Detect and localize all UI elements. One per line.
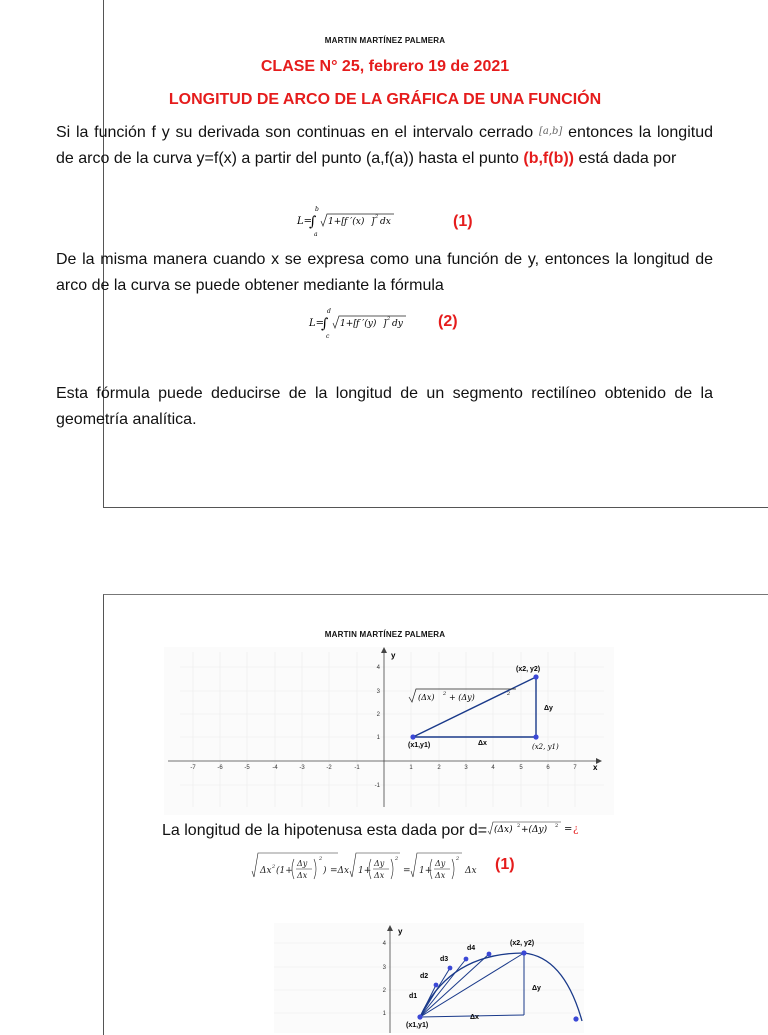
paragraph-y-formula: De la misma manera cuando x se expresa como una función de y, entonces la longitud de arco de la curva se puede obtener mediante la fórmula — [56, 251, 713, 294]
para-text: Si la función f y su derivada son continuas en el intervalo cerrado — [56, 124, 534, 141]
svg-text:Δx: Δx — [435, 871, 446, 880]
svg-text:dx: dx — [380, 217, 391, 227]
svg-text:2: 2 — [456, 856, 460, 862]
document-page-1 — [56, 0, 768, 508]
equation-number-1: (1) — [453, 213, 473, 230]
hypotenuse-graph — [164, 647, 614, 815]
hypotenuse-sentence — [162, 819, 587, 840]
svg-text:2: 2 — [319, 856, 323, 862]
svg-text:+(Δy): +(Δy) — [521, 825, 548, 835]
x-tick: 1 — [409, 765, 413, 771]
svg-text:]: ] — [371, 217, 375, 227]
point-x1y1 — [410, 734, 415, 739]
y-tick: 2 — [382, 988, 386, 994]
x-tick: -3 — [299, 765, 305, 771]
x-axis-label: x — [593, 763, 598, 772]
para-text: entonces la longitud de arco de la curva y=f(x) a partir del punto (a,f(a)) hasta el punto — [56, 124, 713, 167]
y-axis-label: y — [391, 651, 396, 660]
svg-text:=: = — [564, 824, 573, 835]
x-tick: 4 — [491, 765, 495, 771]
x-tick: 5 — [519, 765, 523, 771]
d2-label: d2 — [420, 973, 429, 980]
label-x1y1: (x1,y1) — [408, 742, 431, 749]
hypotenuse-text: La longitud de la hipotenusa esta dada por d= — [162, 822, 488, 839]
author-header: MARTIN MARTÍNEZ PALMERA — [324, 630, 446, 639]
y-tick: 4 — [382, 941, 386, 947]
x-tick: 3 — [464, 765, 468, 771]
arc-length-formula-x — [294, 202, 444, 238]
svg-text:f ′(x): f ′(x) — [344, 217, 365, 227]
svg-text:=: = — [403, 866, 411, 876]
simplification-formula — [250, 849, 500, 887]
svg-text:2: 2 — [507, 691, 511, 697]
svg-text:2: 2 — [375, 214, 379, 220]
x-tick: -1 — [354, 765, 360, 771]
d3-label: d3 — [440, 956, 449, 963]
svg-text:2: 2 — [272, 864, 276, 870]
svg-text:Δy: Δy — [297, 859, 308, 868]
svg-text:d: d — [327, 308, 331, 315]
paragraph-intro — [56, 119, 713, 172]
svg-text:∫: ∫ — [321, 316, 329, 332]
y-tick: -1 — [374, 783, 380, 789]
svg-text:¿: ¿ — [573, 824, 579, 835]
svg-text:1+: 1+ — [358, 866, 372, 876]
section-title: LONGITUD DE ARCO DE LA GRÁFICA DE UNA FUNCIÓN — [168, 91, 602, 108]
svg-text:): ) — [323, 866, 327, 876]
svg-text:2: 2 — [387, 316, 391, 322]
y-tick: 3 — [382, 965, 386, 971]
paragraph-derivation: Esta fórmula puede deducirse de la longitud de un segmento rectilíneo obtenido de la geometría analítica. — [56, 385, 713, 428]
svg-text:2: 2 — [395, 856, 399, 862]
x-tick: -5 — [244, 765, 250, 771]
interval-ab: [a,b] — [538, 126, 563, 137]
svg-text:(Δx): (Δx) — [494, 825, 513, 835]
hypotenuse-formula — [487, 819, 587, 837]
x-tick: 7 — [573, 765, 577, 771]
svg-text:Δy: Δy — [435, 859, 446, 868]
label-x1y1: (x1,y1) — [406, 1022, 429, 1029]
point-bfb: (b,f(b)) — [523, 150, 574, 167]
svg-text:1+: 1+ — [419, 866, 433, 876]
svg-text:(Δx): (Δx) — [418, 693, 435, 702]
svg-text:=Δx: =Δx — [330, 866, 350, 876]
x-tick: -6 — [217, 765, 223, 771]
svg-text:Δx: Δx — [297, 871, 308, 880]
equation-number-2: (2) — [438, 313, 458, 330]
arc-segments-graph — [274, 923, 584, 1033]
svg-text:1+[: 1+[ — [328, 217, 345, 227]
svg-text:L=: L= — [309, 318, 325, 329]
author-header: MARTIN MARTÍNEZ PALMERA — [324, 36, 446, 45]
svg-text:L=: L= — [297, 216, 313, 227]
svg-text:dy: dy — [392, 319, 403, 329]
arc-length-formula-y — [306, 304, 456, 340]
svg-text:∫: ∫ — [309, 214, 317, 230]
svg-text:Δy: Δy — [374, 859, 385, 868]
y-tick: 1 — [382, 1011, 386, 1017]
delta-x-label: Δx — [470, 1014, 479, 1021]
svg-text:2: 2 — [443, 691, 447, 697]
x-tick: -7 — [190, 765, 196, 771]
point-x2y1 — [533, 734, 538, 739]
y-tick: 4 — [376, 665, 380, 671]
x-tick: 6 — [546, 765, 550, 771]
y-tick: 2 — [376, 712, 380, 718]
svg-text:2: 2 — [555, 823, 559, 829]
delta-x-label: Δx — [478, 740, 487, 747]
svg-text:+ (Δy): + (Δy) — [449, 693, 475, 702]
para-text: está dada por — [578, 150, 677, 167]
label-x2y2: (x2, y2) — [510, 940, 535, 947]
svg-text:c: c — [326, 333, 330, 340]
d1-label: d1 — [409, 993, 418, 1000]
svg-text:b: b — [315, 206, 319, 213]
y-tick: 1 — [376, 735, 380, 741]
svg-text:2: 2 — [517, 823, 521, 829]
svg-text:1+[: 1+[ — [340, 319, 357, 329]
svg-text:]: ] — [383, 319, 387, 329]
svg-text:Δx: Δx — [260, 866, 272, 876]
svg-text:f ′(y): f ′(y) — [356, 319, 377, 329]
svg-text:a: a — [314, 231, 318, 238]
x-tick: -2 — [326, 765, 332, 771]
delta-y-label: Δy — [544, 705, 553, 712]
label-x2y1: (x2, y1) — [532, 743, 559, 751]
label-x2y2: (x2, y2) — [516, 666, 541, 673]
y-tick: 3 — [376, 689, 380, 695]
svg-text:Δx: Δx — [465, 866, 477, 876]
delta-y-label: Δy — [532, 985, 541, 992]
svg-text:(1+: (1+ — [276, 866, 293, 876]
y-axis-label: y — [398, 927, 403, 936]
svg-text:Δx: Δx — [374, 871, 385, 880]
class-title: CLASE N° 25, febrero 19 de 2021 — [260, 58, 510, 75]
document-page-2 — [103, 594, 768, 1035]
x-tick: 2 — [437, 765, 441, 771]
x-tick: -4 — [272, 765, 278, 771]
point-x2y2 — [533, 674, 538, 679]
equation-number-1b: (1) — [495, 856, 515, 873]
d4-label: d4 — [467, 945, 476, 952]
